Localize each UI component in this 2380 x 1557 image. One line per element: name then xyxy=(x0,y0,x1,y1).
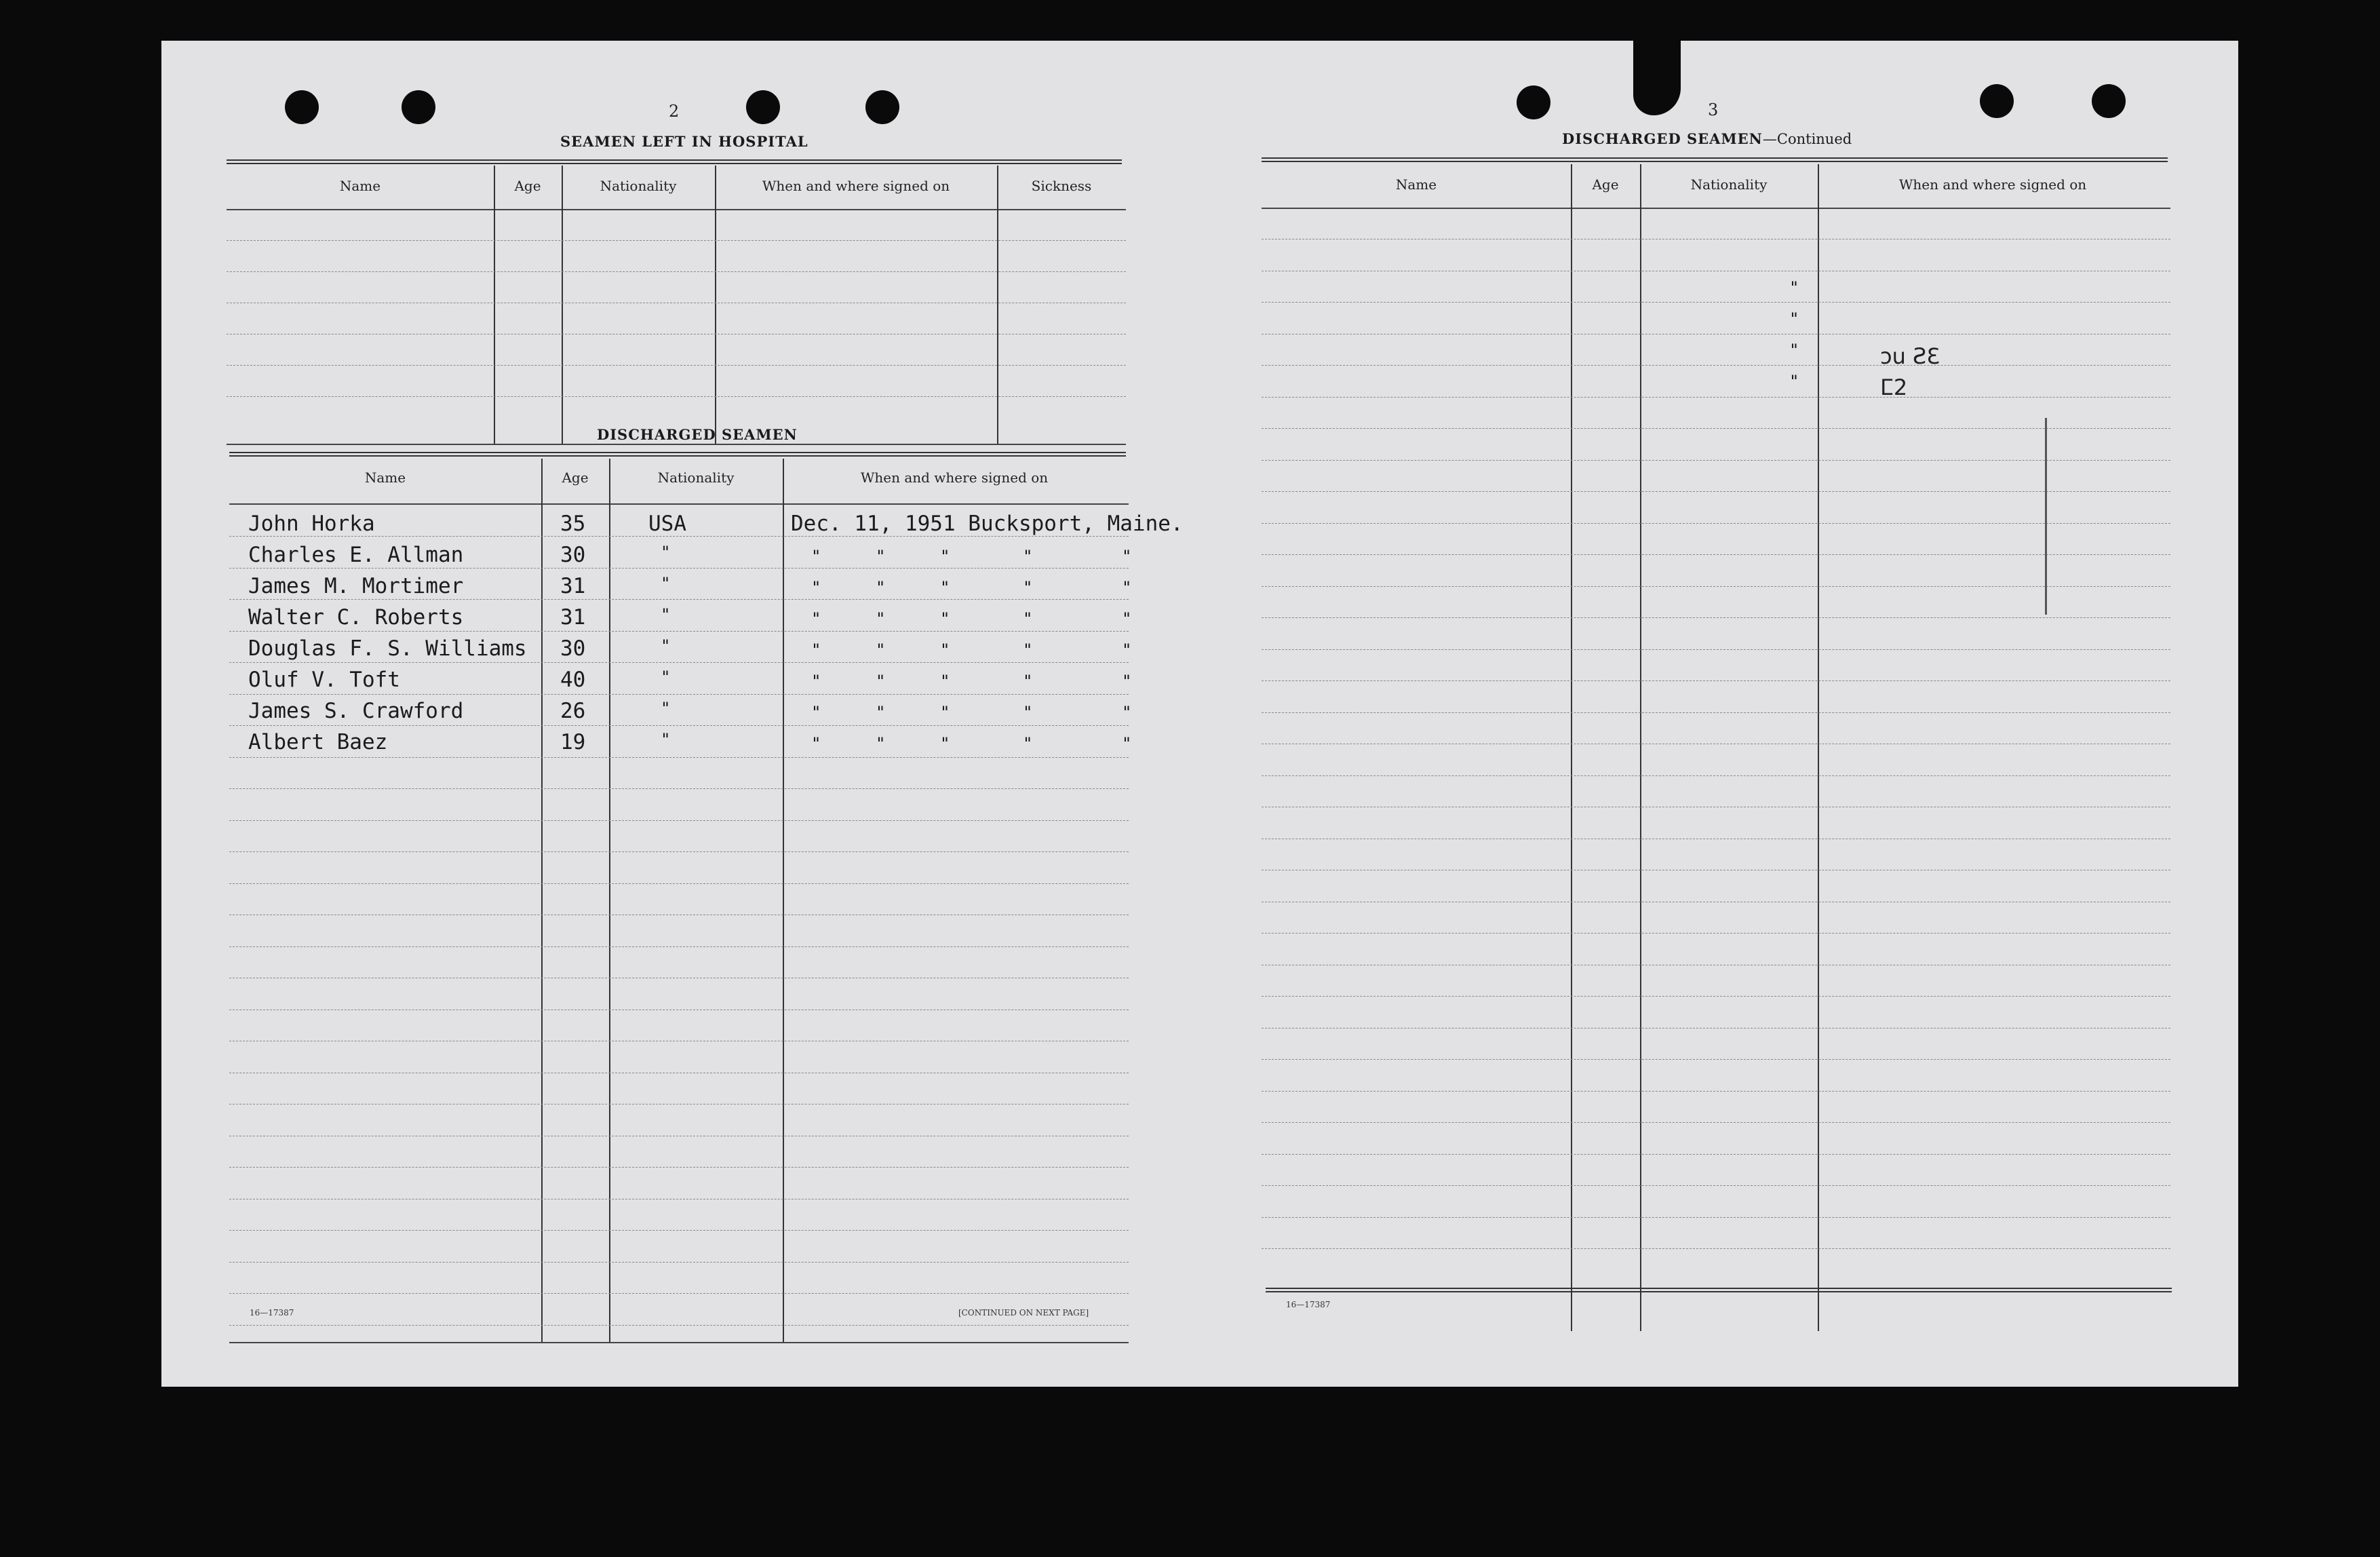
ruled-line xyxy=(229,1293,1129,1294)
ruled-line xyxy=(1262,1248,2170,1249)
seaman-age: 40 xyxy=(560,668,586,692)
ditto-mark: " xyxy=(1789,372,1799,391)
ditto-mark: " xyxy=(876,734,886,753)
ditto-mark: " xyxy=(1023,547,1033,566)
discharged-title: DISCHARGED SEAMEN xyxy=(597,426,798,443)
title-rule xyxy=(227,159,1122,164)
col-header-age: Age xyxy=(562,469,589,486)
col-header-name: Name xyxy=(339,178,381,194)
punch-hole xyxy=(746,90,780,124)
table-bottom-rule xyxy=(227,444,1126,445)
ruled-line xyxy=(227,240,1126,241)
seaman-name: Douglas F. S. Williams xyxy=(248,636,527,661)
col-header-name: Name xyxy=(1395,176,1437,193)
column-divider xyxy=(783,459,784,1342)
ditto-mark: " xyxy=(940,734,950,753)
bleed-through-text: ɔu ƧƐ xyxy=(1880,343,1940,369)
ruled-line xyxy=(1262,680,2170,681)
ditto-mark: " xyxy=(1122,547,1132,566)
seaman-age: 31 xyxy=(560,605,586,630)
table-bottom-rule xyxy=(1266,1288,2172,1292)
seaman-age: 26 xyxy=(560,699,586,723)
seaman-name: Albert Baez xyxy=(248,730,388,754)
col-header-nationality: Nationality xyxy=(600,178,677,194)
ditto-mark: " xyxy=(811,703,821,722)
ruled-line xyxy=(1262,933,2170,934)
column-divider xyxy=(541,459,543,1342)
ditto-mark: " xyxy=(940,640,950,659)
ruled-line xyxy=(1262,523,2170,524)
column-divider xyxy=(715,166,716,444)
seaman-nationality: " xyxy=(661,636,671,655)
ditto-mark: " xyxy=(940,672,950,691)
seaman-name: James S. Crawford xyxy=(248,699,464,723)
ruled-line xyxy=(1262,996,2170,997)
ruled-line xyxy=(1262,617,2170,618)
hospital-title: SEAMEN LEFT IN HOSPITAL xyxy=(560,133,808,150)
ruled-line xyxy=(227,396,1126,397)
ruled-line xyxy=(1262,428,2170,429)
ruled-line xyxy=(229,883,1129,884)
ditto-mark: " xyxy=(811,672,821,691)
ditto-mark: " xyxy=(1789,309,1799,328)
punch-hole xyxy=(865,90,899,124)
paper-tear xyxy=(1633,41,1681,115)
ditto-mark: " xyxy=(811,609,821,628)
seaman-name: James M. Mortimer xyxy=(248,574,464,598)
col-header-name: Name xyxy=(364,469,406,486)
ruled-line xyxy=(1262,1217,2170,1218)
ruled-line xyxy=(1262,1091,2170,1092)
col-header-age: Age xyxy=(514,178,541,194)
ruled-line xyxy=(1262,365,2170,366)
ditto-mark: " xyxy=(1122,672,1132,691)
seaman-nationality: " xyxy=(661,699,671,718)
ditto-mark: " xyxy=(1122,578,1132,597)
ditto-mark: " xyxy=(940,547,950,566)
ditto-mark: " xyxy=(1122,640,1132,659)
ditto-mark: " xyxy=(876,672,886,691)
punch-hole xyxy=(1980,84,2014,118)
ditto-mark: " xyxy=(811,547,821,566)
column-divider xyxy=(1640,164,1641,1331)
ruled-line xyxy=(229,536,1129,537)
seaman-nationality: USA xyxy=(648,512,686,536)
seaman-nationality: " xyxy=(661,605,671,624)
ditto-mark: " xyxy=(876,609,886,628)
seaman-name: Charles E. Allman xyxy=(248,543,464,567)
ruled-line xyxy=(229,662,1129,663)
column-divider xyxy=(609,459,610,1342)
seaman-age: 35 xyxy=(560,512,586,536)
title-rule xyxy=(1262,157,2168,162)
ditto-mark: " xyxy=(876,547,886,566)
col-header-nationality: Nationality xyxy=(657,469,735,486)
ditto-mark: " xyxy=(1023,609,1033,628)
title-main: DISCHARGED SEAMEN xyxy=(1562,130,1763,147)
pen-stroke xyxy=(2045,418,2047,615)
ruled-line xyxy=(227,271,1126,272)
discharged-continued-title xyxy=(1562,130,1852,147)
seaman-name: Walter C. Roberts xyxy=(248,605,464,630)
ruled-line xyxy=(229,568,1129,569)
col-header-sickness: Sickness xyxy=(1031,178,1092,194)
column-divider xyxy=(494,166,495,444)
ruled-line xyxy=(1262,1059,2170,1060)
ditto-mark: " xyxy=(876,578,886,597)
seaman-nationality: " xyxy=(661,668,671,687)
column-divider xyxy=(997,166,998,444)
seaman-name: John Horka xyxy=(248,512,375,536)
col-header-age: Age xyxy=(1592,176,1619,193)
ruled-line xyxy=(229,599,1129,600)
ruled-line xyxy=(229,725,1129,726)
form-number: 16—17387 xyxy=(250,1308,294,1318)
header-rule xyxy=(227,209,1126,210)
ditto-mark: " xyxy=(1122,703,1132,722)
ruled-line xyxy=(1262,1154,2170,1155)
seaman-age: 19 xyxy=(560,730,586,754)
ditto-mark: " xyxy=(940,609,950,628)
ruled-line xyxy=(229,1262,1129,1263)
col-header-signed-on: When and where signed on xyxy=(762,178,950,194)
punch-hole xyxy=(2092,84,2126,118)
ditto-mark: " xyxy=(1023,672,1033,691)
punch-hole xyxy=(285,90,319,124)
ditto-mark: " xyxy=(1023,734,1033,753)
seaman-age: 30 xyxy=(560,636,586,661)
ditto-mark: " xyxy=(1122,609,1132,628)
ruled-line xyxy=(229,631,1129,632)
ruled-line xyxy=(1262,460,2170,461)
title-continued: —Continued xyxy=(1762,131,1852,147)
ditto-mark: " xyxy=(876,640,886,659)
ruled-line xyxy=(1262,712,2170,713)
col-header-signed-on: When and where signed on xyxy=(1898,176,2087,193)
ruled-line xyxy=(229,851,1129,852)
table-bottom-rule xyxy=(229,1342,1129,1343)
page-number-right: 3 xyxy=(1708,100,1719,119)
ditto-mark: " xyxy=(1023,578,1033,597)
ditto-mark: " xyxy=(940,578,950,597)
ruled-line xyxy=(229,694,1129,695)
seaman-age: 31 xyxy=(560,574,586,598)
ruled-line xyxy=(1262,586,2170,587)
document-sheet xyxy=(161,41,2238,1387)
seaman-nationality: " xyxy=(661,543,671,562)
punch-hole xyxy=(1517,85,1550,119)
ruled-line xyxy=(229,788,1129,789)
ruled-line xyxy=(1262,649,2170,650)
ditto-mark: " xyxy=(811,734,821,753)
ruled-line xyxy=(229,946,1129,947)
column-divider xyxy=(562,166,563,444)
ditto-mark: " xyxy=(1122,734,1132,753)
ditto-mark: " xyxy=(1023,703,1033,722)
page-number-left: 2 xyxy=(669,102,680,121)
header-rule xyxy=(229,503,1129,505)
ruled-line xyxy=(1262,491,2170,492)
column-divider xyxy=(1571,164,1572,1331)
bleed-through-text: ⵎ2 xyxy=(1880,374,1908,400)
ruled-line xyxy=(1262,1028,2170,1029)
ruled-line xyxy=(229,757,1129,758)
ruled-line xyxy=(1262,1185,2170,1186)
ruled-line xyxy=(229,820,1129,821)
continued-note: [CONTINUED ON NEXT PAGE] xyxy=(958,1308,1089,1318)
seaman-signed-on: Dec. 11, 1951 Bucksport, Maine. xyxy=(791,512,1184,536)
ruled-line xyxy=(1262,775,2170,776)
seaman-nationality: " xyxy=(661,730,671,749)
col-header-signed-on: When and where signed on xyxy=(860,469,1049,486)
ruled-line xyxy=(1262,302,2170,303)
form-number: 16—17387 xyxy=(1286,1300,1331,1309)
ditto-mark: " xyxy=(1023,640,1033,659)
ditto-mark: " xyxy=(811,578,821,597)
ditto-mark: " xyxy=(940,703,950,722)
header-rule xyxy=(1262,208,2170,209)
seaman-name: Oluf V. Toft xyxy=(248,668,400,692)
title-rule xyxy=(229,452,1126,457)
ruled-line xyxy=(1262,554,2170,555)
ruled-line xyxy=(229,1167,1129,1168)
ruled-line xyxy=(227,365,1126,366)
col-header-nationality: Nationality xyxy=(1690,176,1768,193)
ditto-mark: " xyxy=(876,703,886,722)
ruled-line xyxy=(229,1325,1129,1326)
ruled-line xyxy=(1262,397,2170,398)
ditto-mark: " xyxy=(1789,278,1799,297)
ditto-mark: " xyxy=(811,640,821,659)
ruled-line xyxy=(1262,1122,2170,1123)
punch-hole xyxy=(402,90,435,124)
seaman-nationality: " xyxy=(661,574,671,593)
seaman-age: 30 xyxy=(560,543,586,567)
ruled-line xyxy=(229,1230,1129,1231)
column-divider xyxy=(1818,164,1819,1331)
ditto-mark: " xyxy=(1789,341,1799,360)
